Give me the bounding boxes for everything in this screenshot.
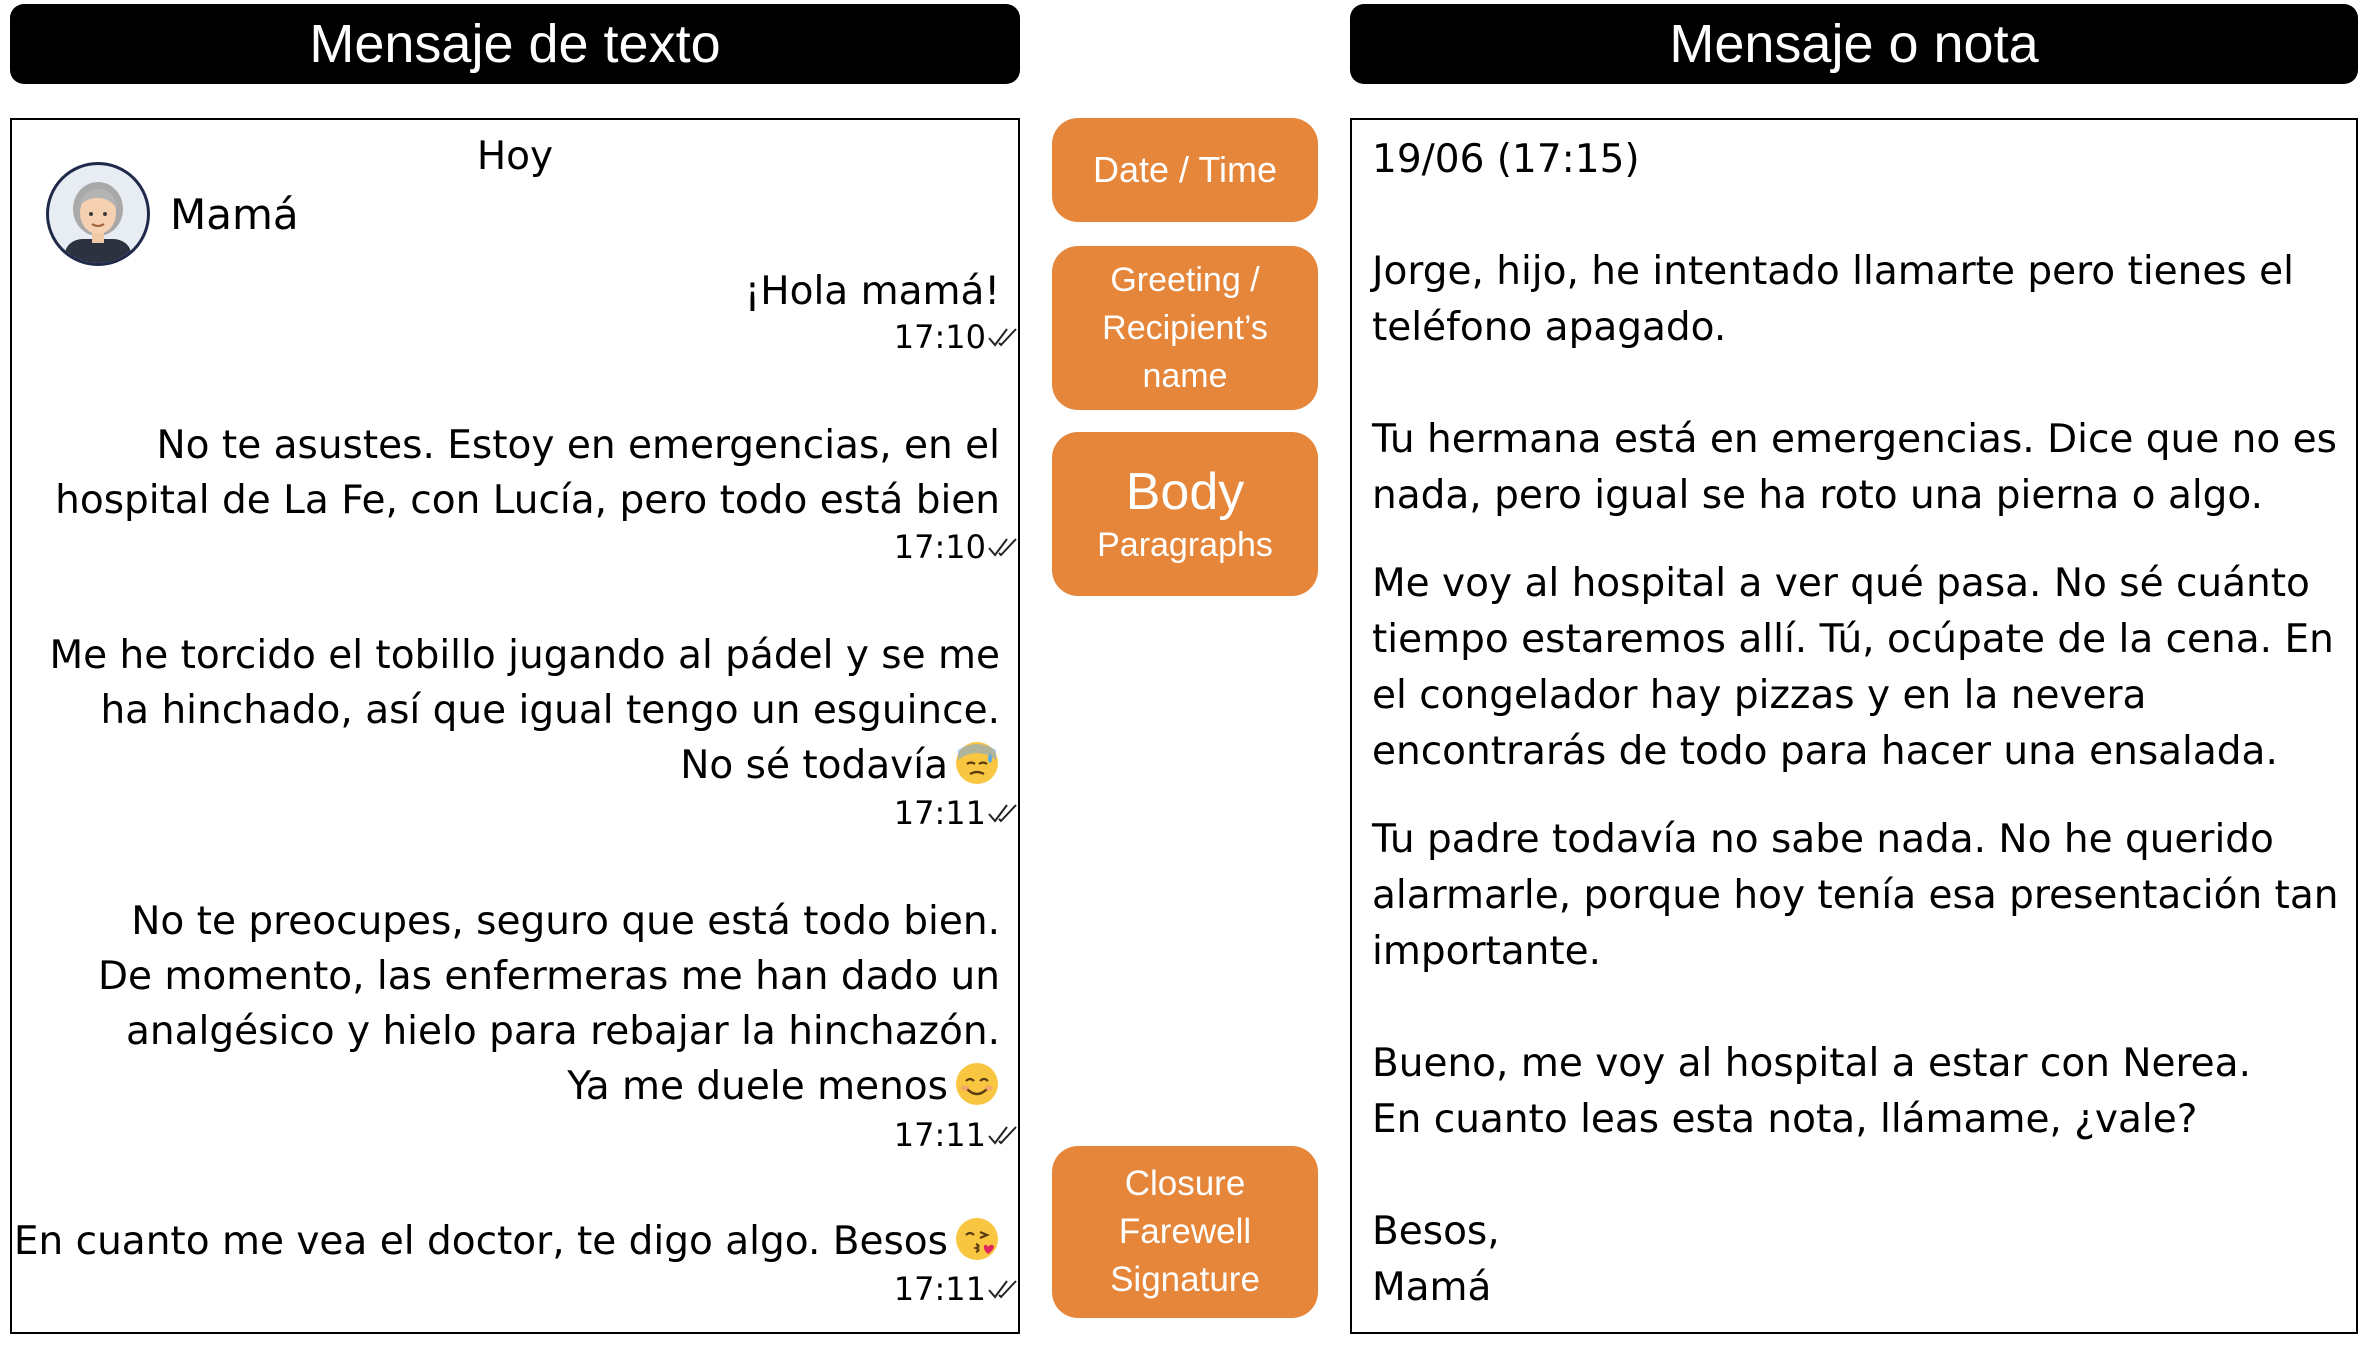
double-check-icon <box>988 1278 1018 1300</box>
note-paragraph <box>1372 412 2337 524</box>
closure-label-line: Farewell <box>1118 1212 1252 1251</box>
chat-message <box>55 418 1000 528</box>
chat-date: Hoy <box>476 134 554 179</box>
greeting-label-line: Greeting / <box>1110 261 1260 299</box>
chat-message <box>745 264 1000 319</box>
note-closing <box>1372 1204 1500 1316</box>
note-line: importante. <box>1372 929 1602 974</box>
note-line: En cuanto leas esta nota, llámame, ¿vale? <box>1372 1097 2198 1142</box>
greeting-label-line: name <box>1142 357 1228 395</box>
time-text: 17:11 <box>893 1270 986 1308</box>
chat-message <box>14 1214 1000 1269</box>
note-signature: Mamá <box>1372 1265 1492 1310</box>
note-paragraph <box>1372 812 2338 980</box>
note-line: nada, pero igual se ha roto una pierna o algo. <box>1372 473 2264 518</box>
note-line: Tu padre todavía no sabe nada. No he querido <box>1372 817 2274 862</box>
message-line: ha hinchado, así que igual tengo un esguince. <box>100 688 1000 733</box>
time-text: 17:10 <box>893 318 986 356</box>
message-time <box>894 1116 1018 1154</box>
time-text: 17:10 <box>893 528 986 566</box>
avatar <box>46 162 150 266</box>
message-time <box>894 1270 1018 1308</box>
date-time-label-text: Date / Time <box>1092 149 1278 190</box>
message-line: No te preocupes, seguro que está todo bien. <box>131 899 1000 944</box>
kiss-face-icon <box>954 1216 1000 1262</box>
chat-message <box>98 894 1000 1114</box>
message-line: hospital de La Fe, con Lucía, pero todo está bien <box>55 478 1000 523</box>
note-line: tiempo estaremos allí. Tú, ocúpate de la cena. En <box>1372 617 2334 662</box>
message-line: analgésico y hielo para rebajar la hinchazón. <box>126 1009 1000 1054</box>
message-line: ¡Hola mamá! <box>744 269 1000 314</box>
note-paragraph <box>1372 556 2334 780</box>
note-line: Bueno, me voy al hospital a estar con Nerea. <box>1372 1041 2251 1086</box>
note-line: alarmarle, porque hoy tenía esa presentación tan <box>1372 873 2339 918</box>
grandmother-avatar-icon <box>49 165 147 263</box>
greeting-label-line: Recipient’s <box>1102 309 1268 347</box>
message-line: Me he torcido el tobillo jugando al pádel y se me <box>49 633 1000 678</box>
text-message-header: Mensaje de texto <box>10 4 1020 84</box>
double-check-icon <box>988 326 1018 348</box>
note-line: encontrarás de todo para hacer una ensalada. <box>1372 729 2278 774</box>
message-time <box>894 528 1018 566</box>
note-greeting-paragraph <box>1372 244 2294 356</box>
smiling-face-icon <box>954 1061 1000 1107</box>
note-line: Tu hermana está en emergencias. Dice que no es <box>1372 417 2337 462</box>
body-label <box>1052 432 1318 596</box>
message-line: De momento, las enfermeras me han dado un <box>97 954 1000 999</box>
sweat-face-icon <box>954 740 1000 786</box>
double-check-icon <box>988 802 1018 824</box>
message-time <box>894 318 1018 356</box>
note-closing-line: Besos, <box>1372 1209 1500 1254</box>
time-text: 17:11 <box>893 794 986 832</box>
message-line: No te asustes. Estoy en emergencias, en el <box>156 423 1000 468</box>
note-header: Mensaje o nota <box>1350 4 2358 84</box>
body-label-title: Body <box>1125 463 1245 521</box>
message-line-with-emoji <box>98 1059 1000 1114</box>
message-line-with-emoji <box>49 738 1000 793</box>
greeting-label <box>1052 246 1318 410</box>
body-label-subtitle: Paragraphs <box>1097 526 1273 564</box>
note-line: el congelador hay pizzas y en la nevera <box>1372 673 2147 718</box>
note-line: Me voy al hospital a ver qué pasa. No sé cuánto <box>1372 561 2310 606</box>
closure-label-line: Signature <box>1110 1260 1260 1299</box>
date-time-label <box>1052 118 1318 222</box>
message-line-with-emoji <box>14 1214 1000 1269</box>
message-text: Ya me duele menos <box>567 1064 948 1109</box>
message-time <box>894 794 1018 832</box>
closure-label <box>1052 1146 1318 1318</box>
note-date-text: 19/06 (17:15) <box>1372 137 1640 182</box>
note-paragraph <box>1372 1036 2251 1148</box>
note-line: Jorge, hijo, he intentado llamarte pero tienes el <box>1372 249 2294 294</box>
closure-label-line: Closure <box>1124 1164 1246 1203</box>
note-date <box>1372 132 1640 188</box>
contact-name: Mamá <box>170 190 299 239</box>
time-text: 17:11 <box>893 1116 986 1154</box>
note-line: teléfono apagado. <box>1372 305 1727 350</box>
double-check-icon <box>988 536 1018 558</box>
message-text: En cuanto me vea el doctor, te digo algo. Besos <box>13 1219 948 1264</box>
chat-message <box>49 628 1000 793</box>
double-check-icon <box>988 1124 1018 1146</box>
message-text: No sé todavía <box>680 743 948 788</box>
